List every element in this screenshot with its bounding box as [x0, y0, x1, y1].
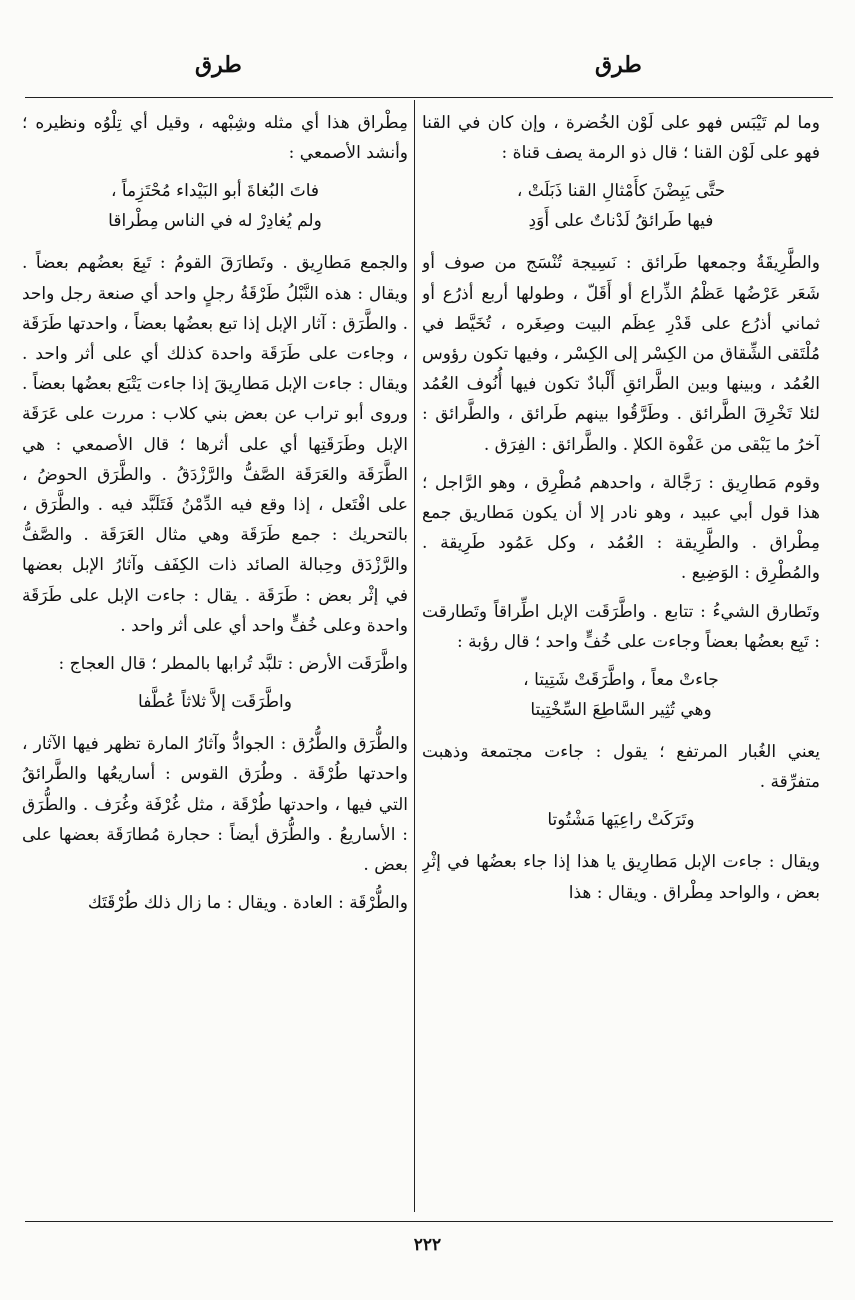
paragraph: والطَّرِيقَةُ وجمعها طَرائق : نَسِيجة تُنْسَج من صوف أو شَعَر عَرْضُها عَظْمُ الذِّراع أو أَقَلّ ، وطولها أربع أذرُع أو ثماني أذرُع على قَدْرِ عِظَم البيت وصِغَره ، تُخَيَّط في مُلْتَقى الشِّقاق من الكِسْر إلى الكِسْر ، وفيها تكون رؤوس العُمُد ، وبينها وبين الطَّرائقِ أَلْبادٌ تكون فيها أُنُوف العُمُد لئلا تَخْرِقَ الطَّرائق . وطَرَّقُوا بينهم طَرائق ، والطَّرائق : آخرُ ما يَبْقى من عَفْوة الكلإ . والطَّرائق : الفِرَق .: [422, 253, 820, 455]
paragraph: وقوم مَطارِيق : رَجَّالة ، واحدهم مُطْرِق ، وهو الرَّاجل ؛ هذا قول أبي عبيد ، وهو نادر إلا أن يكون مَطاريق جمع مِطْراق . والطَّرِيقة : العُمُد ، وكل عَمُود طَرِيقة . والمُطْرِق : الوَضِيع .: [422, 472, 820, 584]
paragraph: يعني الغُبار المرتفع ؛ يقول : جاءت مجتمعة وذهبت متفرِّقة .: [422, 742, 820, 793]
verse-line: فيها طَرائقُ لَدْناتٌ على أَوَدِ: [528, 211, 714, 232]
verse-line: وتَرَكَتْ راعِيَها مَشْتُوتا: [547, 810, 695, 831]
verse-block: [22, 687, 408, 717]
page-header: [0, 52, 855, 92]
verse-line: فاتَ البُغاةَ أبو البَيْداء مُحْتَزِماً ،: [110, 181, 320, 202]
column-divider: [414, 100, 415, 1212]
paragraph: والجمع مَطارِيق . وتَطارَقَ القومُ : تَبِعَ بعضُهم بعضاً . ويقال : هذه النَّبْلُ طَرْقَةُ رجلٍ واحد أي صنعة رجل واحد . والطَّرَق : آثار الإبل إذا تبع بعضُها بعضاً ، واحدتها طَرَقَة ، وجاءت على طَرَقَة واحدة كذلك أي على أثر واحد . ويقال : جاءت الإبل مَطارِيقَ إذا جاءت يَتْبَع بعضُها بعضاً . وروى أبو تراب عن بعض بني كلاب : مررت على عَرَقَة الإبل وطَرَقَتِها أي على أثرها ؛ قال الأصمعي : هي الطَّرَقَة والعَرَقَة الصَّفُّ والرَّزْدَقُ . والطَّرَق الحوضُ ، على افْتَعل ، إذا وقع فيه الدِّمْنُ فَتَلَبَّد فيه . والطَّرَق ، بالتحريك : جمع طَرَقَة وهي مثال العَرَقَة . والصَّفُّ والرَّزْدَق وحِبالة الصائد ذات الكِفَف وآثارُ الإبل بعضها في إثْر بعض : طَرَقَة . يقال : جاءت الإبل على طَرَقَة واحدة وعلى خُفٍّ واحد أي على أثر واحد .: [22, 253, 408, 636]
paragraph: وتَطارق الشيءُ : تتابع . واطَّرَقَت الإبل اطِّراقاً وتَطارقت : تَبِع بعضُها بعضاً وجاءت على خُفٍّ واحد ؛ قال رؤبة :: [422, 601, 820, 652]
verse-line: جاءتْ معاً ، واطَّرَقَتْ شَتِيتا ،: [523, 670, 719, 691]
verse-block: [422, 665, 820, 725]
header-rule: [25, 97, 833, 98]
verse-line: حتَّى يَبِضْنَ كأَمْثالِ القنا ذَبَلَتْ ،: [516, 181, 726, 202]
verse-line: ولم يُغادِرْ له في الناس مِطْراقا: [108, 211, 322, 232]
footer-rule: [25, 1221, 833, 1222]
paragraph: مِطْراق هذا أي مثله وشِبْهه ، وقيل أي تِلْوُه ونظيره ؛ وأنشد الأصمعي :: [22, 113, 408, 164]
verse-block: [422, 805, 820, 835]
verse-block: [422, 176, 820, 236]
paragraph: والطُّرْقَة : العادة . ويقال : ما زال ذلك طُرْقَتَك: [87, 893, 408, 914]
paragraph: والطُّرَق والطُّرُق : الجوادُّ وآثارُ المارة تظهر فيها الآثار ، واحدتها طُرْقَة . وطُرَق القوس : أساريعُها والطَّرائقُ التي فيها ، واحدتها طُرْقَة ، مثل غُرْفَة وغُرَف . والطُّرَق : الأساريعُ . والطُّرَق أيضاً : حجارة مُطارَقَة بعضها على بعض .: [22, 734, 408, 876]
page-number: ٢٢٢: [413, 1235, 442, 1255]
verse-block: [22, 176, 408, 236]
paragraph: ويقال : جاءت الإبل مَطارِيق يا هذا إذا جاء بعضُها في إثْرِ بعض ، والواحد مِطْراق . ويقال : هذا: [422, 852, 820, 903]
paragraph: وما لم تَيْبَس فهو على لَوْن الخُضرة ، وإن كان في القنا فهو على لَوْن القنا ؛ قال ذو الرمة يصف قناة :: [422, 113, 820, 164]
verse-line: وهي تُثِير السَّاطِعَ السِّخْتِيتا: [530, 700, 712, 721]
verse-line: واطَّرَقَت إلاَّ ثلاثاً عُطَّفا: [138, 692, 292, 713]
paragraph: واطَّرَقَت الأرض : تلبَّد تُرابها بالمطر ؛ قال العجاج :: [58, 654, 408, 675]
left-column: [22, 108, 408, 1213]
running-head-left: طرق: [195, 52, 242, 78]
running-head-right: طرق: [595, 52, 642, 78]
right-column: [422, 108, 820, 1213]
